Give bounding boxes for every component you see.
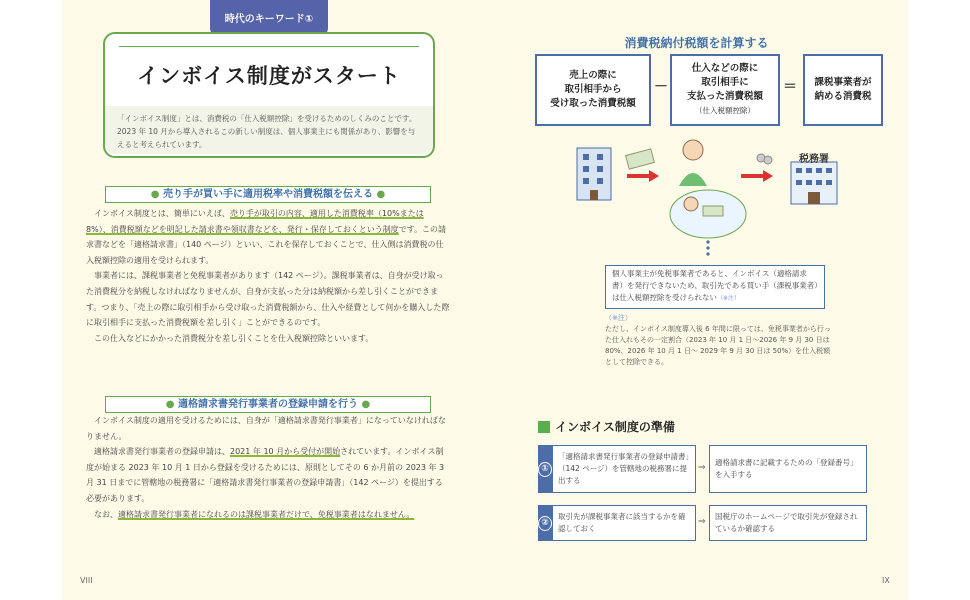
page-number-right: IX bbox=[882, 576, 890, 585]
page-title: インボイス制度がスタート bbox=[137, 64, 401, 88]
red-arrow-icon bbox=[627, 170, 659, 182]
coins-icon bbox=[757, 154, 772, 164]
section-2-body bbox=[86, 413, 450, 522]
section-heading-1-text: 売り手が買い手に適用税率や消費税額を伝える bbox=[163, 189, 373, 200]
formula-box-paid-text: 仕入などの際に 取引相手に 支払った消費税額 bbox=[686, 63, 763, 102]
tax-office-label: 税務署 bbox=[799, 154, 829, 165]
formula-box-paid-sub: （仕入税額控除） bbox=[695, 106, 755, 115]
step-1-action: 「適格請求書発行事業者の登録申請書」（142 ページ）を管轄地の税務署に提出する bbox=[552, 445, 696, 493]
step-2-action: 取引先が課税事業者に該当するかを確認しておく bbox=[552, 505, 696, 541]
section-heading-2 bbox=[105, 396, 431, 413]
step-1-result: 適格請求書に記載するための「登録番号」を入手する bbox=[709, 445, 867, 493]
underlined-text: 適格請求書発行事業者になれるのは課税事業者だけで、免税事業者はなれません。 bbox=[118, 509, 415, 519]
underlined-text: 売り手が取引の内容、適用した消費税率（10%または 8%）、消費税額などを明記した請求書や領収書などを、発行・保存しておくという制度 bbox=[86, 209, 424, 234]
minus-sign: － bbox=[654, 79, 668, 95]
right-page bbox=[485, 0, 908, 600]
paragraph: この仕入などにかかった消費税分を差し引くことを仕入税額控除といいます。 bbox=[94, 333, 374, 343]
note-box bbox=[605, 265, 825, 309]
title-rule bbox=[119, 46, 419, 47]
dotted-connector bbox=[706, 240, 709, 255]
page-number-left: VIII bbox=[80, 576, 93, 585]
paragraph: インボイス制度の適用を受けるためには、自身が「適格請求書発行事業者」になっていなければなりません。 bbox=[86, 416, 446, 441]
step-number-1-text: ① bbox=[538, 462, 552, 477]
seller-circle bbox=[670, 190, 746, 238]
bullet-icon: ● bbox=[376, 189, 386, 200]
step-number-2 bbox=[538, 505, 552, 541]
title-box bbox=[103, 32, 435, 158]
bullet-icon: ● bbox=[361, 399, 371, 410]
step-number-1 bbox=[538, 445, 552, 493]
text: 適格請求書発行事業者の登録申請は、 bbox=[94, 447, 230, 457]
footnote-text: ただし、インボイス制度導入後 6 年間に限っては、免税事業者から行った仕入れもその一定割合（2023 年 10 月 1 日～2026 年 9 月 30 日は 80%、2026 年 10 月 1 日～ 2029 年 9 月 30 日は 50%）を仕入税額として控除できる。 bbox=[605, 325, 831, 366]
arrow-icon: ⇒ bbox=[698, 517, 706, 527]
formula-title: 消費税納付税額を計算する bbox=[624, 36, 769, 50]
bullet-icon: ● bbox=[150, 189, 160, 200]
formula-box-result: 課税事業者が 納める消費税 bbox=[803, 54, 883, 126]
paragraph bbox=[86, 507, 450, 523]
keyword-tag: 時代のキーワード① bbox=[210, 0, 328, 36]
formula-box-received: 売上の際に 取引相手から 受け取った消費税額 bbox=[535, 54, 651, 126]
building-icon bbox=[577, 148, 611, 200]
footnote bbox=[605, 313, 835, 368]
paragraph bbox=[86, 444, 450, 506]
step-number-2-text: ② bbox=[538, 516, 552, 531]
left-page bbox=[62, 0, 485, 600]
arrow-icon: ⇒ bbox=[698, 463, 706, 473]
bill-icon bbox=[626, 149, 655, 169]
bullet-icon: ● bbox=[165, 399, 175, 410]
underlined-text: 2021 年 10 月から受付が開始 bbox=[230, 447, 341, 457]
step-2-result: 国税庁のホームページで取引先が登録されているか確認する bbox=[709, 505, 867, 541]
text: です。この請求書などを「適格請求書」（140 ページ）といい、これを保存しておくことで、仕入側は消費税の仕入税額控除の適用を受けられます。 bbox=[86, 224, 447, 265]
note-text: 個人事業主が免税事業者であると、インボイス（適格請求書）を発行できないため、取引先である買い手（課税事業者）は仕入税額控除を受けられない bbox=[612, 269, 818, 302]
text: インボイス制度とは、簡単にいえば、 bbox=[94, 209, 230, 218]
tax-office-icon bbox=[791, 162, 837, 204]
paragraph: 事業者には、課税事業者と免税事業者があります（142 ページ）。課税事業者は、自身が受け取った消費税分を納税しなければなりませんが、自身が支払った分は納税額から差し引くことができます。つまり、「売上の際に取引相手から受け取った消費税額から、仕入や経費として何かを購入した際に取引相手に支払った消費税額を差し引く」ことができるのです。 bbox=[86, 271, 450, 328]
person-icon bbox=[679, 140, 707, 186]
formula-box-paid bbox=[670, 54, 780, 126]
section-1-body bbox=[86, 206, 450, 346]
prep-heading-text: インボイス制度の準備 bbox=[555, 420, 675, 434]
section-heading-1 bbox=[105, 186, 431, 203]
prep-heading bbox=[538, 418, 675, 435]
paragraph bbox=[86, 206, 450, 268]
red-arrow-icon bbox=[741, 170, 773, 182]
text: なお、 bbox=[94, 509, 118, 519]
illustration bbox=[565, 134, 885, 260]
text: されています。インボイス制度が始まる 2023 年 10 月 1 日から登録を受けるためには、原則としてその 6 か月前の 2023 年 3 月 31 日までに管轄地の税務署に「適格請求書発行事業者の登録申請書」（142 ページ）を提出する必要があります。 bbox=[86, 447, 445, 503]
section-heading-2-text: 適格請求書発行事業者の登録申請を行う bbox=[178, 399, 358, 410]
note-reference: （※注） bbox=[717, 295, 741, 302]
equals-sign: ＝ bbox=[783, 79, 797, 95]
footnote-mark: （※注） bbox=[605, 314, 632, 322]
lead-text: 「インボイス制度」とは、消費税の「仕入税額控除」を受けるためのしくみのことです。2023 年 10 月から導入されるこの新しい制度は、個人事業主にも関係があり、影響を与えると考えられています。 bbox=[105, 106, 433, 154]
green-square-icon bbox=[538, 421, 550, 433]
